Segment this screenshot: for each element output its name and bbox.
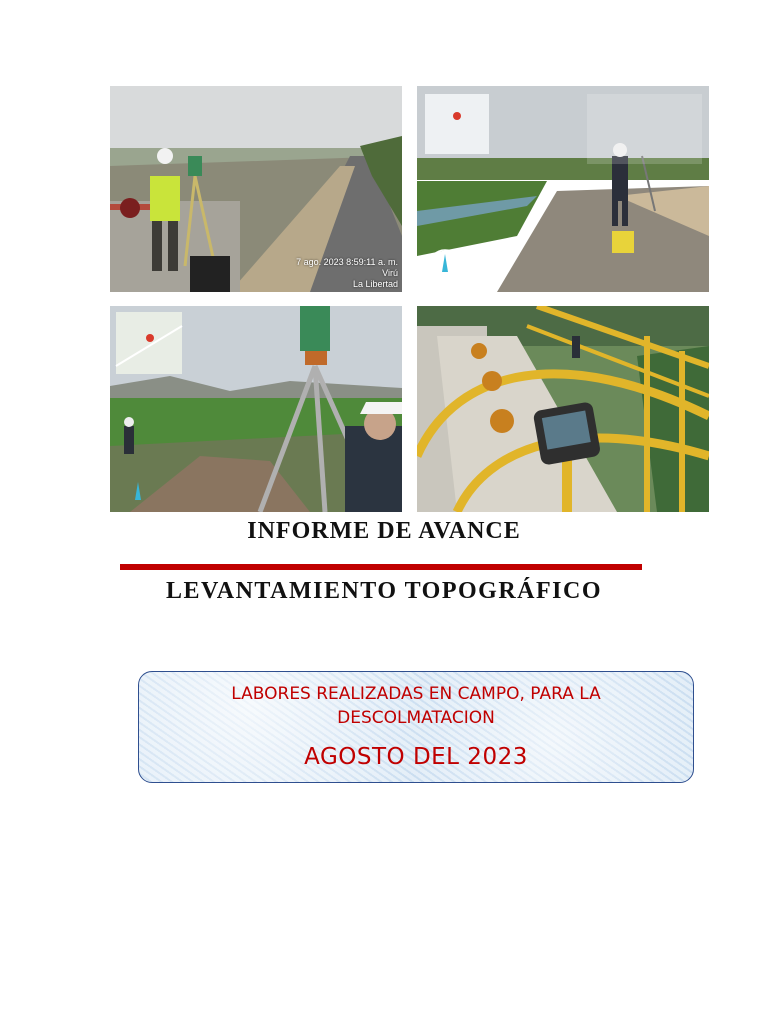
title-divider [120, 564, 642, 570]
photo-road-surveyor [110, 86, 402, 292]
info-date: AGOSTO DEL 2023 [304, 744, 528, 770]
photo-timestamp-region: La Libertad [352, 279, 398, 289]
photo-gps-on-bridge-railing [417, 306, 709, 512]
info-description-line1: LABORES REALIZADAS EN CAMPO, PARA LA [231, 684, 601, 704]
photo-riverbed-surveyor [417, 86, 709, 292]
photo-tripod-total-station [110, 306, 402, 512]
info-description-line2: DESCOLMATACION [337, 708, 495, 728]
report-title: INFORME DE AVANCE [247, 518, 521, 544]
photo-timestamp-overlay [296, 257, 398, 290]
photo-gps-on-bridge-railing-image [417, 306, 709, 512]
photo-timestamp-date: 7 ago. 2023 8:59:11 a. m. [296, 257, 398, 267]
photo-timestamp-city: Virú [382, 268, 398, 278]
photo-riverbed-surveyor-image [417, 86, 709, 292]
photo-tripod-total-station-image [110, 306, 402, 512]
report-subtitle: LEVANTAMIENTO TOPOGRÁFICO [165, 578, 603, 604]
info-box [138, 671, 694, 783]
